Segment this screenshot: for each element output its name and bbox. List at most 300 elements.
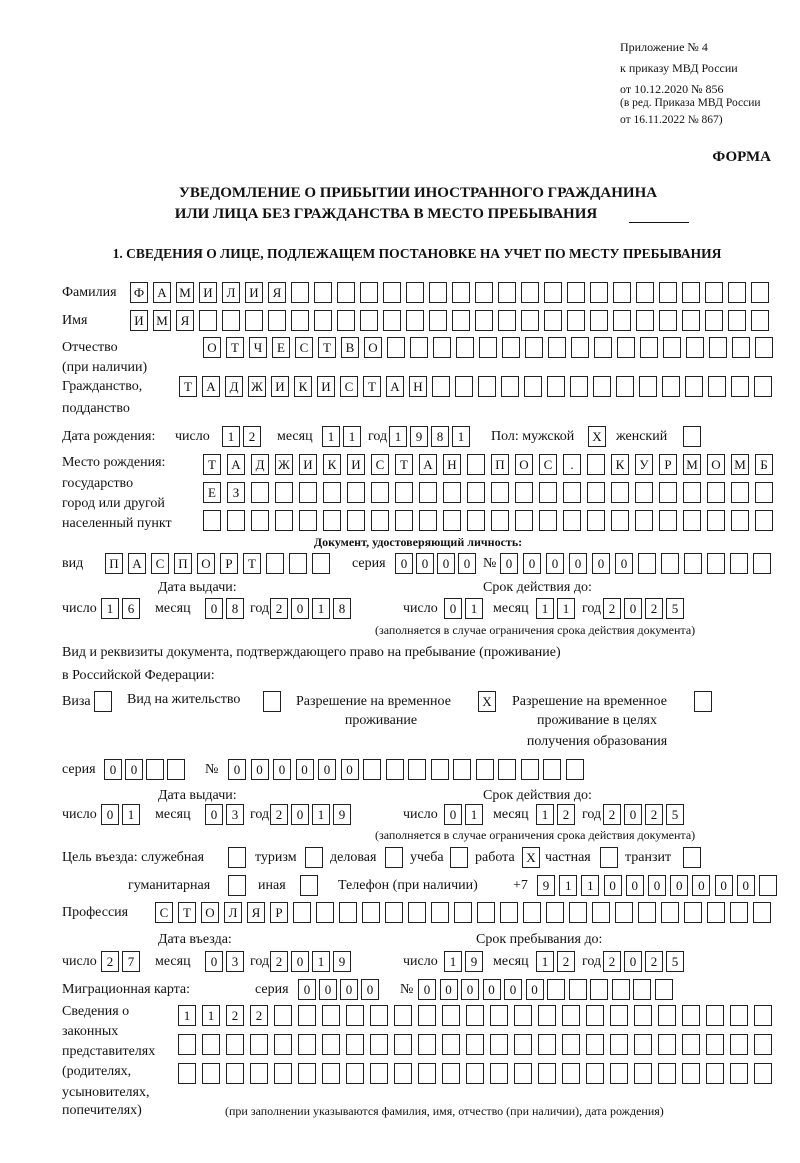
char-box[interactable]: [567, 282, 585, 303]
char-box[interactable]: [322, 1005, 340, 1026]
char-box[interactable]: 1: [389, 426, 407, 447]
char-box[interactable]: 1: [581, 875, 599, 896]
char-box[interactable]: [539, 510, 557, 531]
char-box[interactable]: [754, 1063, 772, 1084]
char-box[interactable]: И: [317, 376, 335, 397]
char-box[interactable]: [442, 1034, 460, 1055]
char-box[interactable]: [370, 1005, 388, 1026]
char-box[interactable]: [706, 1063, 724, 1084]
char-box[interactable]: Ф: [130, 282, 148, 303]
char-box[interactable]: [730, 902, 748, 923]
char-box[interactable]: 0: [624, 598, 642, 619]
char-box[interactable]: Д: [251, 454, 269, 475]
char-box[interactable]: [443, 482, 461, 503]
char-box[interactable]: С: [340, 376, 358, 397]
char-box[interactable]: [658, 1034, 676, 1055]
char-box[interactable]: Р: [220, 553, 238, 574]
checkbox[interactable]: [683, 426, 701, 447]
char-box[interactable]: 0: [523, 553, 541, 574]
char-box[interactable]: 5: [666, 951, 684, 972]
char-box[interactable]: С: [155, 902, 173, 923]
char-box[interactable]: [514, 1034, 532, 1055]
char-box[interactable]: 0: [624, 804, 642, 825]
char-box[interactable]: 0: [416, 553, 434, 574]
char-box[interactable]: [323, 510, 341, 531]
char-box[interactable]: 0: [440, 979, 458, 1000]
char-box[interactable]: 5: [666, 598, 684, 619]
char-box[interactable]: М: [731, 454, 749, 475]
char-box[interactable]: 2: [603, 804, 621, 825]
char-box[interactable]: [347, 482, 365, 503]
char-box[interactable]: [759, 875, 777, 896]
char-box[interactable]: [751, 282, 769, 303]
char-box[interactable]: [370, 1063, 388, 1084]
char-box[interactable]: А: [153, 282, 171, 303]
char-box[interactable]: [466, 1005, 484, 1026]
char-box[interactable]: [663, 337, 681, 358]
char-box[interactable]: [661, 553, 679, 574]
char-box[interactable]: [395, 510, 413, 531]
char-box[interactable]: [587, 454, 605, 475]
char-box[interactable]: И: [271, 376, 289, 397]
char-box[interactable]: [590, 310, 608, 331]
char-box[interactable]: [683, 482, 701, 503]
char-box[interactable]: 0: [319, 979, 337, 1000]
char-box[interactable]: 8: [333, 598, 351, 619]
char-box[interactable]: 2: [270, 598, 288, 619]
char-box[interactable]: 0: [418, 979, 436, 1000]
char-box[interactable]: 1: [312, 951, 330, 972]
char-box[interactable]: [275, 482, 293, 503]
char-box[interactable]: 2: [243, 426, 261, 447]
char-box[interactable]: [755, 337, 773, 358]
char-box[interactable]: 0: [291, 804, 309, 825]
char-box[interactable]: [346, 1005, 364, 1026]
char-box[interactable]: [178, 1063, 196, 1084]
char-box[interactable]: 1: [557, 598, 575, 619]
char-box[interactable]: 1: [122, 804, 140, 825]
char-box[interactable]: [298, 1005, 316, 1026]
checkbox[interactable]: [228, 847, 246, 868]
char-box[interactable]: [635, 482, 653, 503]
char-box[interactable]: [322, 1063, 340, 1084]
char-box[interactable]: [755, 510, 773, 531]
char-box[interactable]: [754, 376, 772, 397]
char-box[interactable]: [613, 282, 631, 303]
char-box[interactable]: К: [611, 454, 629, 475]
char-box[interactable]: [567, 310, 585, 331]
char-box[interactable]: 2: [557, 804, 575, 825]
char-box[interactable]: М: [153, 310, 171, 331]
char-box[interactable]: [226, 1063, 244, 1084]
char-box[interactable]: [563, 482, 581, 503]
char-box[interactable]: [475, 282, 493, 303]
char-box[interactable]: [563, 510, 581, 531]
char-box[interactable]: [443, 510, 461, 531]
char-box[interactable]: 2: [101, 951, 119, 972]
char-box[interactable]: [202, 1034, 220, 1055]
char-box[interactable]: [590, 282, 608, 303]
char-box[interactable]: 2: [645, 598, 663, 619]
char-box[interactable]: [266, 553, 284, 574]
char-box[interactable]: [705, 310, 723, 331]
char-box[interactable]: [442, 1063, 460, 1084]
char-box[interactable]: С: [371, 454, 389, 475]
char-box[interactable]: 1: [312, 598, 330, 619]
char-box[interactable]: [521, 310, 539, 331]
char-box[interactable]: [731, 510, 749, 531]
char-box[interactable]: [706, 1005, 724, 1026]
char-box[interactable]: [385, 902, 403, 923]
char-box[interactable]: [383, 310, 401, 331]
char-box[interactable]: [322, 1034, 340, 1055]
char-box[interactable]: Т: [318, 337, 336, 358]
char-box[interactable]: [363, 759, 381, 780]
char-box[interactable]: [408, 902, 426, 923]
char-box[interactable]: [731, 482, 749, 503]
char-box[interactable]: [362, 902, 380, 923]
char-box[interactable]: 8: [431, 426, 449, 447]
char-box[interactable]: 5: [666, 804, 684, 825]
char-box[interactable]: [709, 337, 727, 358]
char-box[interactable]: И: [347, 454, 365, 475]
char-box[interactable]: [291, 282, 309, 303]
char-box[interactable]: 0: [296, 759, 314, 780]
char-box[interactable]: У: [635, 454, 653, 475]
char-box[interactable]: [456, 337, 474, 358]
char-box[interactable]: [371, 510, 389, 531]
char-box[interactable]: Е: [272, 337, 290, 358]
char-box[interactable]: [684, 902, 702, 923]
char-box[interactable]: 0: [504, 979, 522, 1000]
char-box[interactable]: [615, 902, 633, 923]
char-box[interactable]: Т: [395, 454, 413, 475]
char-box[interactable]: [635, 510, 653, 531]
char-box[interactable]: [491, 510, 509, 531]
char-box[interactable]: 0: [715, 875, 733, 896]
char-box[interactable]: 3: [226, 804, 244, 825]
char-box[interactable]: М: [683, 454, 701, 475]
char-box[interactable]: 0: [340, 979, 358, 1000]
char-box[interactable]: [314, 310, 332, 331]
char-box[interactable]: [502, 337, 520, 358]
char-box[interactable]: [547, 979, 565, 1000]
char-box[interactable]: [419, 510, 437, 531]
char-box[interactable]: 0: [670, 875, 688, 896]
char-box[interactable]: А: [386, 376, 404, 397]
char-box[interactable]: 0: [291, 951, 309, 972]
char-box[interactable]: [538, 1034, 556, 1055]
char-box[interactable]: [199, 310, 217, 331]
char-box[interactable]: 1: [322, 426, 340, 447]
char-box[interactable]: [347, 510, 365, 531]
char-box[interactable]: 0: [737, 875, 755, 896]
checkbox[interactable]: X: [522, 847, 540, 868]
char-box[interactable]: [498, 282, 516, 303]
char-box[interactable]: Я: [176, 310, 194, 331]
char-box[interactable]: [684, 553, 702, 574]
char-box[interactable]: Т: [178, 902, 196, 923]
char-box[interactable]: [655, 979, 673, 1000]
char-box[interactable]: [360, 282, 378, 303]
char-box[interactable]: [429, 310, 447, 331]
char-box[interactable]: [617, 337, 635, 358]
char-box[interactable]: 0: [341, 759, 359, 780]
char-box[interactable]: Л: [224, 902, 242, 923]
char-box[interactable]: [406, 282, 424, 303]
char-box[interactable]: [515, 482, 533, 503]
char-box[interactable]: [547, 376, 565, 397]
char-box[interactable]: [386, 759, 404, 780]
char-box[interactable]: [314, 282, 332, 303]
char-box[interactable]: [316, 902, 334, 923]
char-box[interactable]: 9: [333, 804, 351, 825]
char-box[interactable]: [406, 310, 424, 331]
char-box[interactable]: [586, 1005, 604, 1026]
char-box[interactable]: [337, 310, 355, 331]
char-box[interactable]: [475, 310, 493, 331]
char-box[interactable]: 1: [452, 426, 470, 447]
char-box[interactable]: [562, 1034, 580, 1055]
char-box[interactable]: [682, 1034, 700, 1055]
char-box[interactable]: [659, 282, 677, 303]
checkbox[interactable]: X: [588, 426, 606, 447]
char-box[interactable]: 0: [626, 875, 644, 896]
char-box[interactable]: [685, 376, 703, 397]
char-box[interactable]: 0: [291, 598, 309, 619]
char-box[interactable]: 0: [361, 979, 379, 1000]
char-box[interactable]: [543, 759, 561, 780]
char-box[interactable]: О: [201, 902, 219, 923]
char-box[interactable]: [544, 310, 562, 331]
char-box[interactable]: [339, 902, 357, 923]
char-box[interactable]: О: [203, 337, 221, 358]
char-box[interactable]: [346, 1063, 364, 1084]
char-box[interactable]: [658, 1005, 676, 1026]
char-box[interactable]: [226, 1034, 244, 1055]
char-box[interactable]: [682, 1063, 700, 1084]
char-box[interactable]: [593, 376, 611, 397]
char-box[interactable]: [586, 1034, 604, 1055]
char-box[interactable]: 0: [104, 759, 122, 780]
char-box[interactable]: [432, 376, 450, 397]
char-box[interactable]: 1: [444, 951, 462, 972]
char-box[interactable]: 6: [122, 598, 140, 619]
char-box[interactable]: [707, 902, 725, 923]
char-box[interactable]: [538, 1063, 556, 1084]
char-box[interactable]: [638, 902, 656, 923]
char-box[interactable]: [586, 1063, 604, 1084]
char-box[interactable]: [708, 376, 726, 397]
char-box[interactable]: С: [295, 337, 313, 358]
char-box[interactable]: 2: [645, 804, 663, 825]
char-box[interactable]: [222, 310, 240, 331]
char-box[interactable]: [146, 759, 164, 780]
char-box[interactable]: Ж: [275, 454, 293, 475]
char-box[interactable]: [634, 1063, 652, 1084]
char-box[interactable]: 2: [270, 951, 288, 972]
char-box[interactable]: В: [341, 337, 359, 358]
char-box[interactable]: З: [227, 482, 245, 503]
char-box[interactable]: 1: [536, 951, 554, 972]
char-box[interactable]: [682, 310, 700, 331]
char-box[interactable]: [613, 310, 631, 331]
char-box[interactable]: Н: [443, 454, 461, 475]
char-box[interactable]: С: [151, 553, 169, 574]
char-box[interactable]: [293, 902, 311, 923]
char-box[interactable]: [638, 553, 656, 574]
char-box[interactable]: [521, 282, 539, 303]
char-box[interactable]: 0: [205, 951, 223, 972]
char-box[interactable]: [640, 337, 658, 358]
char-box[interactable]: [566, 759, 584, 780]
char-box[interactable]: [751, 310, 769, 331]
char-box[interactable]: Н: [409, 376, 427, 397]
char-box[interactable]: [707, 510, 725, 531]
char-box[interactable]: А: [419, 454, 437, 475]
char-box[interactable]: [730, 1034, 748, 1055]
char-box[interactable]: [659, 482, 677, 503]
char-box[interactable]: [523, 902, 541, 923]
char-box[interactable]: 9: [465, 951, 483, 972]
char-box[interactable]: 1: [465, 804, 483, 825]
char-box[interactable]: И: [130, 310, 148, 331]
char-box[interactable]: [755, 482, 773, 503]
char-box[interactable]: 9: [410, 426, 428, 447]
char-box[interactable]: [289, 553, 307, 574]
char-box[interactable]: [418, 1034, 436, 1055]
checkbox[interactable]: [263, 691, 281, 712]
char-box[interactable]: [337, 282, 355, 303]
char-box[interactable]: 9: [537, 875, 555, 896]
char-box[interactable]: [707, 553, 725, 574]
char-box[interactable]: [408, 759, 426, 780]
char-box[interactable]: [594, 337, 612, 358]
char-box[interactable]: [754, 1034, 772, 1055]
checkbox[interactable]: [600, 847, 618, 868]
char-box[interactable]: К: [294, 376, 312, 397]
char-box[interactable]: 0: [692, 875, 710, 896]
char-box[interactable]: [490, 1034, 508, 1055]
char-box[interactable]: [731, 376, 749, 397]
char-box[interactable]: [202, 1063, 220, 1084]
char-box[interactable]: Ч: [249, 337, 267, 358]
char-box[interactable]: 0: [648, 875, 666, 896]
char-box[interactable]: [454, 902, 472, 923]
char-box[interactable]: [686, 337, 704, 358]
checkbox[interactable]: X: [478, 691, 496, 712]
char-box[interactable]: [452, 310, 470, 331]
char-box[interactable]: [659, 310, 677, 331]
char-box[interactable]: [636, 282, 654, 303]
char-box[interactable]: Т: [243, 553, 261, 574]
char-box[interactable]: [658, 1063, 676, 1084]
char-box[interactable]: 2: [645, 951, 663, 972]
char-box[interactable]: Д: [225, 376, 243, 397]
char-box[interactable]: И: [245, 282, 263, 303]
char-box[interactable]: [323, 482, 341, 503]
char-box[interactable]: [514, 1063, 532, 1084]
char-box[interactable]: [524, 376, 542, 397]
char-box[interactable]: 0: [251, 759, 269, 780]
char-box[interactable]: [682, 282, 700, 303]
char-box[interactable]: 1: [178, 1005, 196, 1026]
char-box[interactable]: [611, 510, 629, 531]
char-box[interactable]: А: [202, 376, 220, 397]
char-box[interactable]: Ж: [248, 376, 266, 397]
char-box[interactable]: [661, 902, 679, 923]
char-box[interactable]: 0: [298, 979, 316, 1000]
checkbox[interactable]: [305, 847, 323, 868]
char-box[interactable]: [167, 759, 185, 780]
char-box[interactable]: А: [128, 553, 146, 574]
char-box[interactable]: [395, 482, 413, 503]
char-box[interactable]: [251, 482, 269, 503]
char-box[interactable]: [346, 1034, 364, 1055]
char-box[interactable]: И: [199, 282, 217, 303]
char-box[interactable]: [587, 510, 605, 531]
char-box[interactable]: 0: [624, 951, 642, 972]
char-box[interactable]: [433, 337, 451, 358]
char-box[interactable]: [453, 759, 471, 780]
char-box[interactable]: 1: [343, 426, 361, 447]
char-box[interactable]: Я: [268, 282, 286, 303]
char-box[interactable]: 2: [226, 1005, 244, 1026]
char-box[interactable]: 1: [536, 598, 554, 619]
char-box[interactable]: [707, 482, 725, 503]
char-box[interactable]: [299, 482, 317, 503]
char-box[interactable]: 1: [202, 1005, 220, 1026]
char-box[interactable]: П: [491, 454, 509, 475]
char-box[interactable]: [610, 1005, 628, 1026]
char-box[interactable]: Б: [755, 454, 773, 475]
char-box[interactable]: 2: [603, 951, 621, 972]
char-box[interactable]: 0: [604, 875, 622, 896]
char-box[interactable]: [498, 759, 516, 780]
char-box[interactable]: 2: [270, 804, 288, 825]
char-box[interactable]: [419, 482, 437, 503]
char-box[interactable]: О: [515, 454, 533, 475]
char-box[interactable]: 0: [546, 553, 564, 574]
char-box[interactable]: 2: [603, 598, 621, 619]
char-box[interactable]: 0: [205, 804, 223, 825]
char-box[interactable]: 2: [250, 1005, 268, 1026]
char-box[interactable]: 0: [569, 553, 587, 574]
char-box[interactable]: Е: [203, 482, 221, 503]
char-box[interactable]: [706, 1034, 724, 1055]
char-box[interactable]: С: [539, 454, 557, 475]
char-box[interactable]: 0: [500, 553, 518, 574]
char-box[interactable]: .: [563, 454, 581, 475]
checkbox[interactable]: [683, 847, 701, 868]
char-box[interactable]: 7: [122, 951, 140, 972]
char-box[interactable]: 0: [444, 598, 462, 619]
char-box[interactable]: [274, 1063, 292, 1084]
char-box[interactable]: [431, 759, 449, 780]
char-box[interactable]: [467, 482, 485, 503]
char-box[interactable]: О: [197, 553, 215, 574]
char-box[interactable]: [514, 1005, 532, 1026]
char-box[interactable]: [298, 1063, 316, 1084]
char-box[interactable]: [442, 1005, 460, 1026]
char-box[interactable]: Р: [659, 454, 677, 475]
char-box[interactable]: [251, 510, 269, 531]
char-box[interactable]: [394, 1005, 412, 1026]
char-box[interactable]: [616, 376, 634, 397]
char-box[interactable]: [730, 1005, 748, 1026]
char-box[interactable]: [662, 376, 680, 397]
checkbox[interactable]: [385, 847, 403, 868]
